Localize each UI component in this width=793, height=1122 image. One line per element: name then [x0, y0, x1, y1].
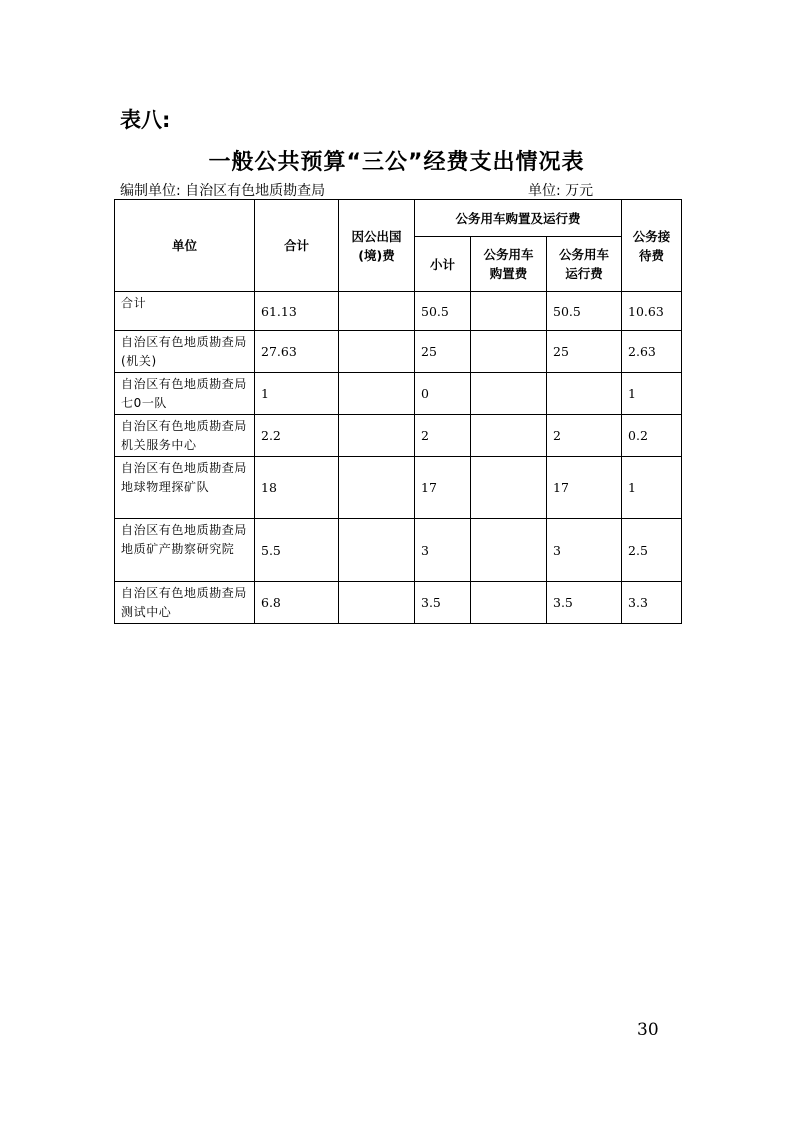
- cell-total: 6.8: [255, 582, 339, 624]
- cell-abroad: [339, 292, 415, 331]
- row-name: 自治区有色地质勘查局测试中心: [115, 582, 255, 624]
- cell-reception: 10.63: [622, 292, 682, 331]
- page-title: 一般公共预算“三公”经费支出情况表: [208, 150, 585, 175]
- cell-operation: 50.5: [547, 292, 622, 331]
- cell-reception: 1: [622, 457, 682, 519]
- table-row: [115, 457, 682, 519]
- cell-purchase: [471, 373, 547, 415]
- header-purchase-line1: 公务用车: [483, 247, 534, 262]
- table-row: [115, 415, 682, 457]
- cell-subtotal: 0: [415, 373, 471, 415]
- cell-reception: 2.5: [622, 519, 682, 582]
- header-abroad: [339, 200, 415, 292]
- header-operation: [547, 237, 622, 292]
- page-number: 30: [637, 1020, 659, 1040]
- header-row-top: [115, 200, 682, 237]
- header-vehicle-group: 公务用车购置及运行费: [415, 200, 622, 237]
- cell-total: 18: [255, 457, 339, 519]
- cell-purchase: [471, 331, 547, 373]
- cell-subtotal: 3.5: [415, 582, 471, 624]
- header-unit: 单位: [115, 200, 255, 292]
- header-operation-line2: 运行费: [565, 266, 603, 281]
- cell-reception: 2.63: [622, 331, 682, 373]
- cell-total: 2.2: [255, 415, 339, 457]
- header-reception: [622, 200, 682, 292]
- cell-purchase: [471, 582, 547, 624]
- header-operation-line1: 公务用车: [559, 247, 610, 262]
- table-label: 表八:: [120, 108, 171, 132]
- cell-subtotal: 50.5: [415, 292, 471, 331]
- cell-subtotal: 17: [415, 457, 471, 519]
- table-row: [115, 331, 682, 373]
- compiler-unit: 编制单位: 自治区有色地质勘查局: [120, 183, 326, 199]
- cell-reception: 0.2: [622, 415, 682, 457]
- header-purchase: [471, 237, 547, 292]
- header-subtotal: 小计: [415, 237, 471, 292]
- cell-total: 27.63: [255, 331, 339, 373]
- row-name: 自治区有色地质勘查局七0一队: [115, 373, 255, 415]
- expenditure-table: [114, 199, 682, 624]
- cell-operation: 3.5: [547, 582, 622, 624]
- cell-operation: 25: [547, 331, 622, 373]
- row-name: 自治区有色地质勘查局机关服务中心: [115, 415, 255, 457]
- cell-abroad: [339, 582, 415, 624]
- cell-total: 61.13: [255, 292, 339, 331]
- cell-subtotal: 3: [415, 519, 471, 582]
- cell-subtotal: 2: [415, 415, 471, 457]
- cell-abroad: [339, 373, 415, 415]
- cell-purchase: [471, 415, 547, 457]
- cell-total: 5.5: [255, 519, 339, 582]
- cell-reception: 1: [622, 373, 682, 415]
- table-row: [115, 519, 682, 582]
- table-row: [115, 292, 682, 331]
- cell-operation: 17: [547, 457, 622, 519]
- cell-purchase: [471, 519, 547, 582]
- header-abroad-line2: (境)费: [358, 247, 395, 263]
- cell-abroad: [339, 331, 415, 373]
- cell-purchase: [471, 292, 547, 331]
- header-reception-line1: 公务接: [632, 228, 671, 244]
- cell-subtotal: 25: [415, 331, 471, 373]
- header-purchase-line2: 购置费: [489, 266, 528, 281]
- row-name: 自治区有色地质勘查局地球物理探矿队: [115, 457, 255, 519]
- header-total: 合计: [255, 200, 339, 292]
- table-row: [115, 582, 682, 624]
- currency-unit: 单位: 万元: [528, 183, 594, 199]
- row-name: 自治区有色地质勘查局地质矿产勘察研究院: [115, 519, 255, 582]
- cell-reception: 3.3: [622, 582, 682, 624]
- cell-operation: 3: [547, 519, 622, 582]
- cell-abroad: [339, 519, 415, 582]
- row-name: 合计: [115, 292, 255, 331]
- cell-abroad: [339, 415, 415, 457]
- table-row: [115, 373, 682, 415]
- header-reception-line2: 待费: [639, 247, 665, 263]
- cell-operation: 2: [547, 415, 622, 457]
- cell-operation: [547, 373, 622, 415]
- row-name: 自治区有色地质勘查局(机关): [115, 331, 255, 373]
- cell-total: 1: [255, 373, 339, 415]
- cell-purchase: [471, 457, 547, 519]
- cell-abroad: [339, 457, 415, 519]
- header-abroad-line1: 因公出国: [351, 228, 402, 244]
